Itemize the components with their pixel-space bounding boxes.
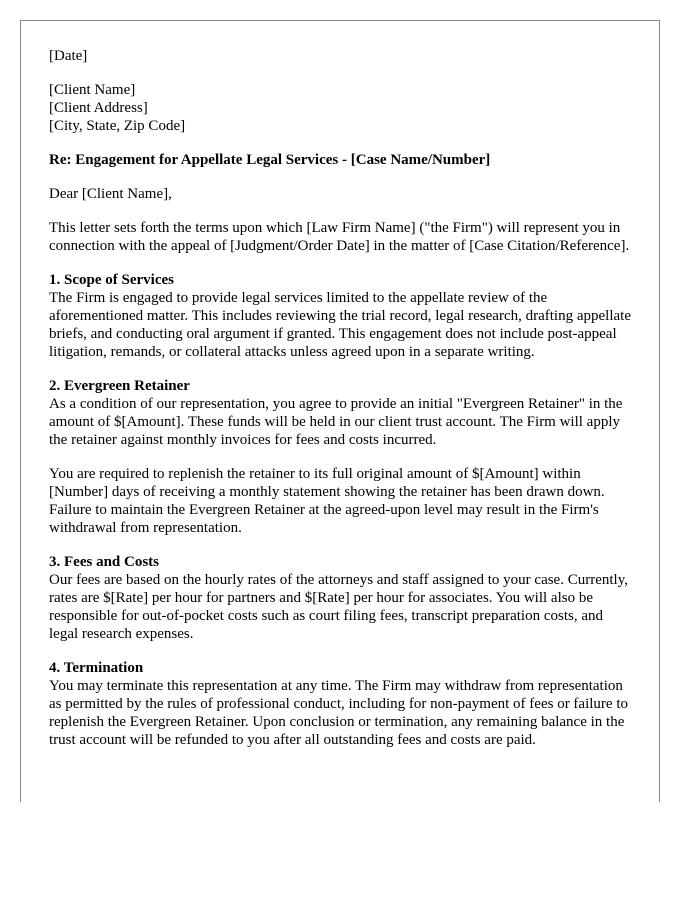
letter-page [20, 20, 660, 802]
subject-line: Re: Engagement for Appellate Legal Services - [Case Name/Number] [49, 152, 491, 168]
section-fees-and-costs [49, 553, 631, 643]
section-paragraph: You are required to replenish the retainer to its full original amount of $[Amount] within [Number] days of receiving a monthly statement showing the retainer has been drawn down. Failure to maintain the Evergreen Retainer at the agreed-upon level may result in the Firm's withdrawal from representation. [49, 466, 605, 536]
section-paragraph: As a condition of our representation, you agree to provide an initial "Evergreen Retainer" in the amount of $[Amount]. These funds will be held in our client trust account. The Firm will apply the retainer against monthly invoices for fees and costs incurred. [49, 396, 623, 448]
intro-paragraph: This letter sets forth the terms upon which [Law Firm Name] ("the Firm") will represent you in connection with the appeal of [Judgment/Order Date] in the matter of [Case Citation/Reference]. [49, 220, 630, 254]
letter-date: [Date] [49, 48, 88, 64]
section-termination [49, 659, 631, 749]
section-paragraph: You may terminate this representation at any time. The Firm may withdraw from representation as permitted by the rules of professional conduct, including for non-payment of fees or failure to replenish the Evergreen Retainer. Upon conclusion or termination, any remaining balance in the trust account will be refunded to you after all outstanding fees and costs are paid. [49, 678, 628, 748]
section-paragraph: The Firm is engaged to provide legal services limited to the appellate review of the aforementioned matter. This includes reviewing the trial record, legal research, drafting appellate briefs, and conducting oral argument if granted. This engagement does not include post-appeal litigation, remands, or collateral attacks unless agreed upon in a separate writing. [49, 290, 631, 360]
section-scope-of-services [49, 271, 631, 361]
recipient-address: [Client Address] [49, 100, 148, 116]
section-title: 4. Termination [49, 660, 144, 676]
section-title: 2. Evergreen Retainer [49, 378, 190, 394]
salutation: Dear [Client Name], [49, 186, 172, 202]
section-title: 1. Scope of Services [49, 272, 174, 288]
section-title: 3. Fees and Costs [49, 554, 160, 570]
recipient-address-block [49, 81, 631, 135]
section-evergreen-retainer [49, 377, 631, 449]
recipient-name: [Client Name] [49, 82, 136, 98]
recipient-city-state-zip: [City, State, Zip Code] [49, 118, 186, 134]
section-paragraph: Our fees are based on the hourly rates of the attorneys and staff assigned to your case. Currently, rates are $[Rate] per hour for partners and $[Rate] per hour for associates. You will also be responsible for out-of-pocket costs such as court filing fees, transcript preparation costs, and legal research expenses. [49, 572, 628, 642]
